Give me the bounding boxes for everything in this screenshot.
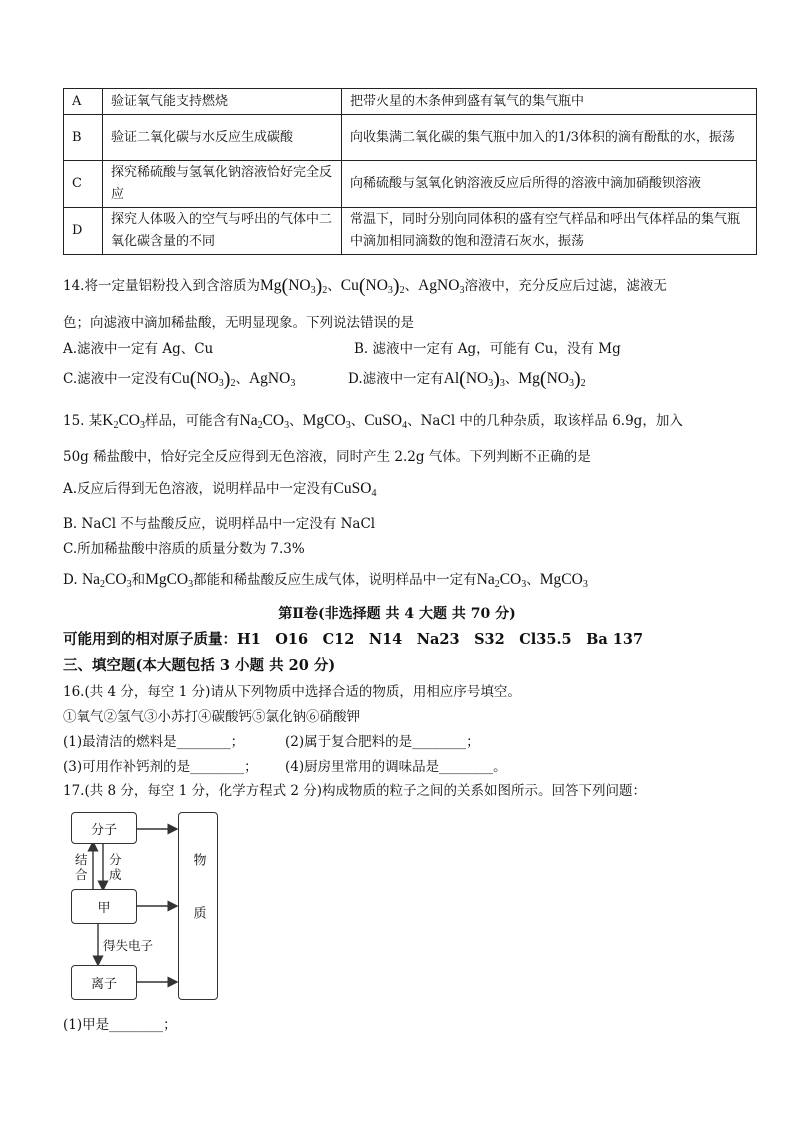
q17-stem: 17.(共 8 分，每空 1 分，化学方程式 2 分)构成物质的粒子之间的关系如图所示。回答下列问题： (63, 783, 647, 799)
particle-relationship-diagram (63, 808, 223, 1003)
matter-box (178, 812, 218, 1000)
q14-option-a: A.滤液中一定有 Ag、Cu (63, 341, 214, 357)
gain-lose-electrons-label: 得失电子 (103, 938, 154, 953)
table-row (64, 89, 757, 115)
molecule-box: 分子 (71, 812, 137, 844)
q16-sub4: (4)厨房里常用的调味品是________。 (285, 759, 507, 775)
q15-option-c: C.所加稀盐酸中溶质的质量分数为 7.3% (63, 541, 305, 557)
q16-sub3: (3)可用作补钙剂的是________； (63, 759, 258, 775)
q14-option-b: B. 滤液中一定有 Ag，可能有 Cu，没有 Mg (354, 341, 621, 357)
q15-stem-a3: 、NaCl 中的几种杂质，取该样品 6.9g，加入 (407, 413, 683, 429)
combine-label: 结合 (75, 852, 88, 882)
q15-stem-line1: 15. 某$K_2CO_3$样品，可能含有$Na_2CO_3$、MgCO$_3$、CuSO$_4$、NaCl 中的几种杂质，取该样品 6.9g，加入 (63, 412, 683, 431)
q16-stem: 16.(共 4 分，每空 1 分)请从下列物质中选择合适的物质，用相应序号填空。 (63, 684, 521, 700)
row-purpose: 验证氧气能支持燃烧 (103, 89, 342, 115)
table-row (64, 208, 757, 255)
row-method: 常温下，同时分别向同体积的盛有空气样品和呼出气体样品的集气瓶中滴加相同滴数的饱和澄清石灰水，振荡 (342, 208, 757, 255)
q15-option-d-mid: 和 (131, 572, 146, 588)
q16-sub1: (1)最清洁的燃料是________； (63, 734, 245, 750)
section2-title: 第Ⅱ卷(非选择题 共 4 大题 共 70 分) (278, 606, 516, 622)
row-method: 把带火星的木条伸到盛有氧气的集气瓶中 (342, 89, 757, 115)
q15-stem-line2: 50g 稀盐酸中，恰好完全反应得到无色溶液，同时产生 2.2g 气体。下列判断不正确的是 (63, 449, 591, 465)
row-purpose: 探究稀硫酸与氢氧化钠溶液恰好完全反应 (103, 161, 342, 208)
q14-stem-line2: 色；向滤液中滴加稀盐酸，无明显现象。下列说法错误的是 (63, 315, 414, 331)
q14-option-c-text: C.滤液中一定没有 (63, 371, 172, 387)
q15-stem-a2: 样品，可能含有 (145, 413, 240, 429)
q14-option-d: D.滤液中一定有$Al(NO_3)_3$、$Mg(NO_3)_2$ (348, 368, 586, 390)
q15-option-d: D. $Na_2CO_3$和MgCO$_3$都能和稀盐酸反应生成气体，说明样品中一定有$Na_2CO_3$、MgCO$_3$ (63, 571, 588, 590)
q16-sub2: (2)属于复合肥料的是________； (285, 734, 480, 750)
q15-option-a: A.反应后得到无色溶液，说明样品中一定没有CuSO$_4$ (63, 480, 377, 499)
row-key: B (64, 115, 103, 161)
row-method: 向收集满二氧化碳的集气瓶中加入的1/3体积的滴有酚酞的水，振荡 (342, 115, 757, 161)
row-purpose: 验证二氧化碳与水反应生成碳酸 (103, 115, 342, 161)
q14-stem-b: 溶液中，充分反应后过滤，滤液无 (464, 278, 667, 294)
q15-option-a-text: A.反应后得到无色溶液，说明样品中一定没有 (63, 481, 334, 497)
q15-option-d-prefix: D. (63, 572, 78, 588)
part3-title: 三、填空题(本大题包括 3 小题 共 20 分) (63, 657, 336, 674)
q14-stem-a: 14.将一定量铝粉投入到含溶质为 (63, 278, 260, 294)
q14-stem-line1: 14.将一定量铝粉投入到含溶质为$Mg(NO_3)_2$、$Cu(NO_3)_2$、AgNO$_3$溶液中，充分反应后过滤，滤液无 (63, 275, 667, 297)
table-row (64, 115, 757, 161)
q15-option-b: B. NaCl 不与盐酸反应，说明样品中一定没有 NaCl (63, 516, 376, 532)
row-key: D (64, 208, 103, 255)
split-label: 分成 (109, 852, 122, 882)
ion-box: 离子 (71, 965, 137, 1000)
q15-stem-a1: 15. 某 (63, 413, 103, 429)
q14-option-c: C.滤液中一定没有$Cu(NO_3)_2$、AgNO$_3$ (63, 368, 296, 390)
row-key: A (64, 89, 103, 115)
q15-option-d-mid2: 都能和稀盐酸反应生成气体，说明样品中一定有 (193, 572, 477, 588)
jia-box: 甲 (71, 889, 137, 924)
q14-option-d-text: D.滤液中一定有 (348, 371, 444, 387)
q17-sub1: (1)甲是________； (63, 1017, 177, 1033)
matter-label: 物质 (190, 853, 206, 959)
row-purpose: 探究人体吸入的空气与呼出的气体中二氧化碳含量的不同 (103, 208, 342, 255)
row-method: 向稀硫酸与氢氧化钠溶液反应后所得的溶液中滴加硝酸钡溶液 (342, 161, 757, 208)
q16-options: ①氧气②氢气③小苏打④碳酸钙⑤氯化钠⑥硝酸钾 (63, 709, 360, 725)
atomic-masses: 可能用到的相对原子质量：H1 O16 C12 N14 Na23 S32 Cl35.5 Ba 137 (63, 631, 644, 648)
table-row (64, 161, 757, 208)
row-key: C (64, 161, 103, 208)
experiment-table (63, 88, 757, 255)
